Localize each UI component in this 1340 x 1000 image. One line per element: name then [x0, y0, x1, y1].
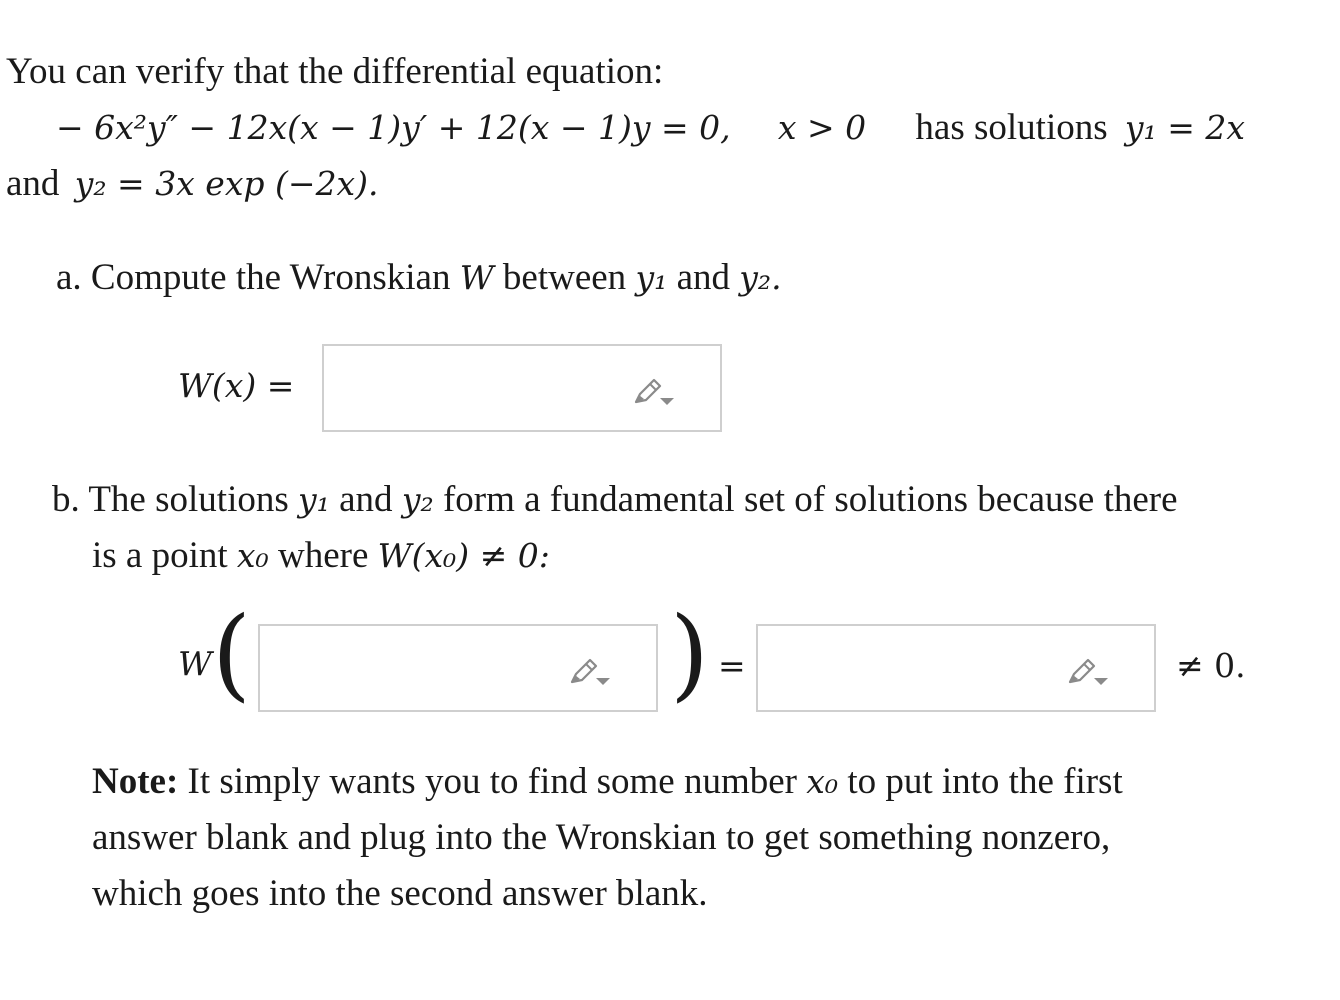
equals-sign: = [718, 646, 746, 685]
intro-text: You can verify that the differential equation: [6, 51, 664, 92]
part-b-prompt-line1: b. The solutions y₁ and y₂ form a fundamental set of solutions because there [52, 479, 1178, 520]
open-paren: ( [212, 595, 252, 712]
close-paren: ) [670, 595, 710, 712]
note-label: Note: [92, 761, 179, 802]
wronskian-label: W(x) = [178, 366, 295, 405]
wronskian-answer-box [322, 344, 722, 432]
y2-line: and y₂ = 3x exp (−2x). [6, 163, 379, 204]
y1-solution: y₁ = 2x [1124, 108, 1245, 147]
domain-condition: x > 0 [777, 108, 867, 147]
equation-line [56, 106, 1245, 150]
part-a-prompt: a. Compute the Wronskian W between y₁ and y₂. [56, 257, 782, 298]
part-b-prompt-line2: is a point x₀ where W(x₀) ≠ 0: [92, 535, 550, 576]
differential-equation: − 6x²y″ − 12x(x − 1)y′ + 12(x − 1)y = 0, [56, 108, 731, 147]
has-solutions-text: has solutions [915, 107, 1108, 148]
wronskian-value-answer-box [756, 624, 1156, 712]
not-equal-zero: ≠ 0. [1176, 646, 1246, 685]
note-line3: which goes into the second answer blank. [92, 873, 708, 914]
pencil-dropdown-icon[interactable] [568, 658, 614, 688]
y2-solution: y₂ = 3x exp (−2x). [74, 164, 379, 203]
pencil-dropdown-icon[interactable] [1066, 658, 1112, 688]
wronskian-W-label: W [178, 644, 212, 683]
x0-answer-box [258, 624, 658, 712]
pencil-dropdown-icon[interactable] [632, 378, 678, 408]
note-line1: Note: It simply wants you to find some number x₀ to put into the first [92, 761, 1123, 802]
note-line2: answer blank and plug into the Wronskian to get something nonzero, [92, 817, 1111, 858]
